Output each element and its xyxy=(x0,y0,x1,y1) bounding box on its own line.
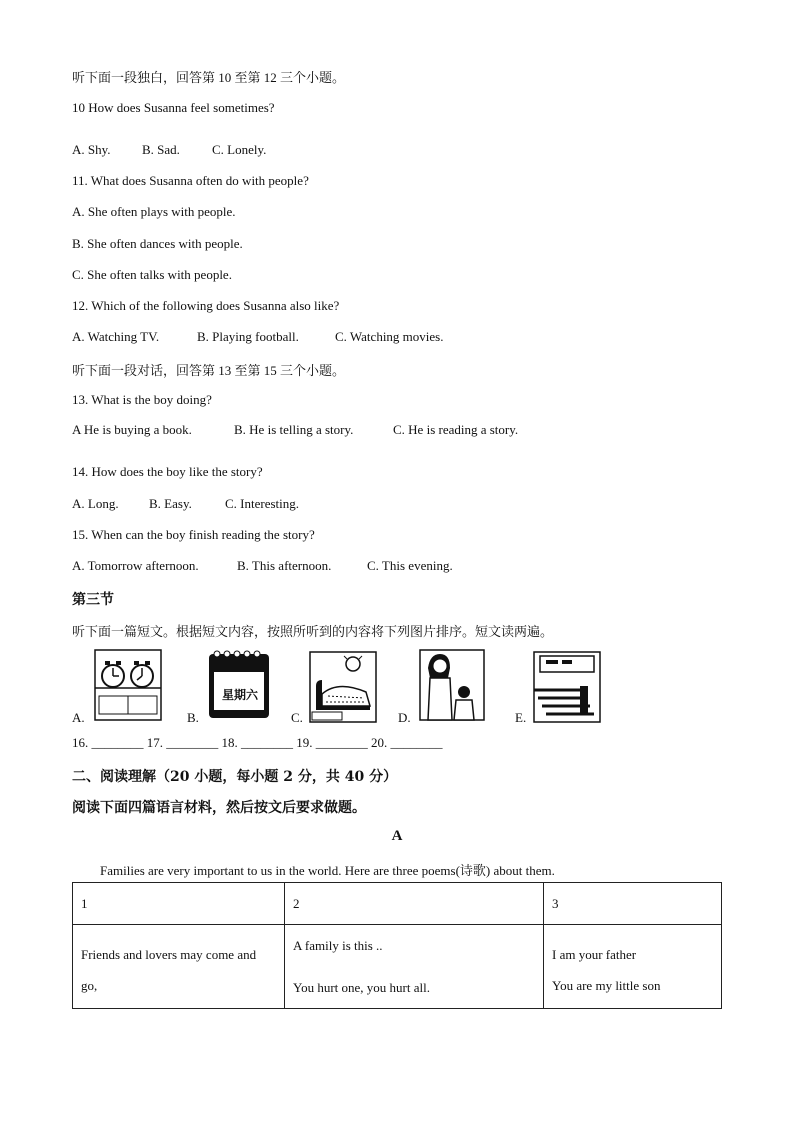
question-14-options xyxy=(72,496,299,512)
clocks-icon xyxy=(93,648,163,722)
table-header-cell: 1 xyxy=(73,883,285,925)
calendar-icon xyxy=(205,646,275,720)
section-intro-monologue: 听下面一段独白，回答第 10 至第 12 三个小题。 xyxy=(72,70,346,85)
question-15-options xyxy=(72,558,453,574)
part-2-instruction: 阅读下面四篇语言材料，然后按文后要求做题。 xyxy=(72,800,366,816)
picture-a-label: A. xyxy=(72,710,85,725)
question-15: 15. When can the boy finish reading the story? xyxy=(72,527,315,542)
question-12-options xyxy=(72,329,443,345)
question-13: 13. What is the boy doing? xyxy=(72,392,212,407)
option-a: A He is buying a book. xyxy=(72,422,192,437)
mother-child-icon xyxy=(418,648,486,722)
question-11-option-b: B. She often dances with people. xyxy=(72,236,243,251)
table-cell xyxy=(73,925,285,1009)
table-header-cell: 2 xyxy=(285,883,544,925)
picture-c-label: C. xyxy=(291,710,303,725)
picture-b-label: B. xyxy=(187,710,199,725)
option-a: A. Shy. xyxy=(72,142,111,157)
question-10: 10 How does Susanna feel sometimes? xyxy=(72,100,275,115)
table-cell xyxy=(285,925,544,1009)
option-a: A. Long. xyxy=(72,496,119,511)
question-14: 14. How does the boy like the story? xyxy=(72,464,263,479)
option-b: B. Sad. xyxy=(142,142,180,157)
option-b: B. He is telling a story. xyxy=(234,422,354,437)
table-header-row xyxy=(73,883,722,925)
section-intro-dialogue: 听下面一段对话，回答第 13 至第 15 三个小题。 xyxy=(72,363,346,378)
picture-d-label: D. xyxy=(398,710,411,725)
bed-alarm-icon xyxy=(308,650,378,724)
option-b: B. Easy. xyxy=(149,496,192,511)
option-c: C. Interesting. xyxy=(225,496,300,511)
section-3-instruction: 听下面一篇短文。根据短文内容，按照所听到的内容将下列图片排序。短文读两遍。 xyxy=(72,624,554,639)
question-11-option-c: C. She often talks with people. xyxy=(72,267,232,282)
poem-3-line-2: You are my little son xyxy=(552,978,661,993)
option-b: B. Playing football. xyxy=(197,329,299,344)
poem-table xyxy=(72,882,722,1009)
option-c: C. This evening. xyxy=(367,558,453,573)
poem-2-line-1: A family is this .. xyxy=(293,938,383,953)
poem-1-line-2: go, xyxy=(81,978,98,993)
answer-blanks: 16. ________ 17. ________ 18. ________ 19. ________ 20. ________ xyxy=(72,735,443,750)
picture-e-label: E. xyxy=(515,710,527,725)
option-c: C. Watching movies. xyxy=(335,329,444,344)
poem-2-line-2: You hurt one, you hurt all. xyxy=(293,980,430,995)
classroom-icon xyxy=(532,650,602,724)
poem-3-line-1: I am your father xyxy=(552,947,637,962)
part-2-title: 二、阅读理解（20 小题，每小题 2 分，共 40 分） xyxy=(72,769,398,785)
option-c: C. He is reading a story. xyxy=(393,422,519,437)
table-cell xyxy=(544,925,722,1009)
passage-intro: Families are very important to us in the world. Here are three poems(诗歌) about them. xyxy=(100,863,555,878)
calendar-caption: 星期六 xyxy=(221,688,258,702)
passage-letter: A xyxy=(391,828,403,844)
question-10-options xyxy=(72,142,266,158)
question-11: 11. What does Susanna often do with people? xyxy=(72,173,309,188)
table-header-cell: 3 xyxy=(544,883,722,925)
option-b: B. This afternoon. xyxy=(237,558,332,573)
option-c: C. Lonely. xyxy=(212,142,267,157)
question-11-option-a: A. She often plays with people. xyxy=(72,204,236,219)
section-3-title: 第三节 xyxy=(72,592,114,608)
question-12: 12. Which of the following does Susanna also like? xyxy=(72,298,340,313)
table-row xyxy=(73,925,722,1009)
option-a: A. Tomorrow afternoon. xyxy=(72,558,199,573)
question-13-options xyxy=(72,422,518,438)
poem-1-line-1: Friends and lovers may come and xyxy=(81,947,257,962)
option-a: A. Watching TV. xyxy=(72,329,160,344)
